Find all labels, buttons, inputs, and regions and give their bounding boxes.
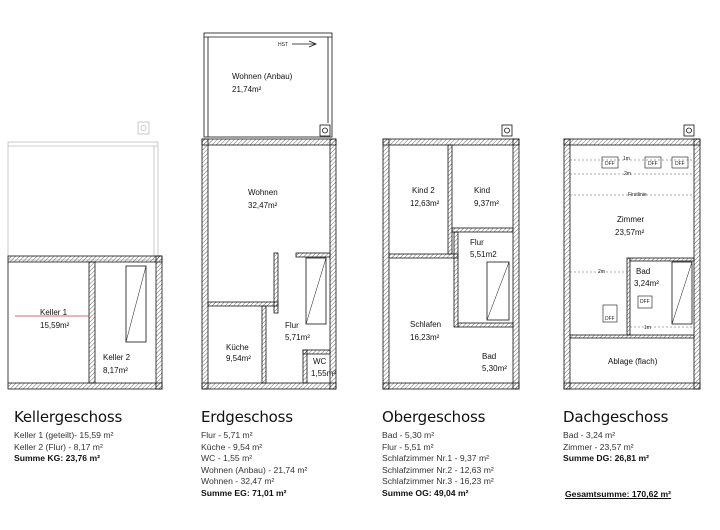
og-bad-area: 5,30m² <box>482 364 507 373</box>
dg-line: Zimmer - 23,57 m² <box>563 441 634 452</box>
kind2-area: 12,63m² <box>410 199 440 208</box>
ablage-label: Ablage (flach) <box>608 357 658 366</box>
schlafen-area: 16,23m² <box>410 333 440 342</box>
eg-flur-area: 5,71m² <box>285 333 310 342</box>
og-line: Schlafzimmer Nr.3 - 16,23 m² <box>382 476 494 487</box>
og-total: Summe OG: 49,04 m² <box>382 487 469 498</box>
dim-1m-top: 1m <box>623 156 630 162</box>
summary-obergeschoss <box>382 408 552 500</box>
eg-title: Erdgeschoss <box>201 408 293 426</box>
summary-kellergeschoss <box>14 408 184 465</box>
plan-erdgeschoss <box>202 33 336 389</box>
dff-label-4: DFF <box>605 316 615 322</box>
eg-line: WC - 1,55 m² <box>201 453 253 464</box>
og-flur-area: 5,51m2 <box>470 250 497 259</box>
dff-label-1: DFF <box>605 161 615 167</box>
eg-line: Wohnen (Anbau) - 21,74 m² <box>201 464 308 475</box>
keller1-area: 15,59m² <box>40 321 70 330</box>
kg-total: Summe KG: 23,76 m² <box>14 453 100 464</box>
plan-obergeschoss <box>383 125 519 389</box>
kind-label: Kind <box>474 186 491 195</box>
kg-line: Keller 2 (Flur) - 8,17 m² <box>14 441 103 452</box>
keller1-label: Keller 1 <box>40 308 68 317</box>
schlafen-label: Schlafen <box>410 320 442 329</box>
kueche-label: Küche <box>226 343 249 352</box>
dff-label-5: DFF <box>640 299 650 305</box>
plan-dachgeschoss <box>564 125 700 389</box>
og-flur-label: Flur <box>470 238 484 247</box>
keller2-area: 8,17m² <box>103 366 128 375</box>
wohnen-label: Wohnen <box>248 188 278 197</box>
dg-title: Dachgeschoss <box>563 408 669 426</box>
eg-line: Flur - 5,71 m² <box>201 430 253 440</box>
dff-label-3: DFF <box>675 161 685 167</box>
kind-area: 9,37m² <box>474 199 499 208</box>
kueche-area: 9,54m² <box>226 354 251 363</box>
og-line: Flur - 5,51 m² <box>382 441 434 452</box>
zimmer-label: Zimmer <box>617 215 645 224</box>
dim-2m-top: 2m <box>624 171 631 177</box>
wohnen-area: 32,47m² <box>248 201 278 210</box>
dim-2m-left: 2m <box>598 269 605 275</box>
dff-label-2: DFF <box>648 161 658 167</box>
dg-total: Summe DG: 26,81 m² <box>563 453 649 464</box>
summary-erdgeschoss <box>201 408 371 500</box>
kg-line: Keller 1 (geteilt)- 15,59 m² <box>14 430 114 440</box>
dg-line: Bad - 3,24 m² <box>563 430 616 440</box>
zimmer-area: 23,57m² <box>615 228 645 237</box>
og-bad-label: Bad <box>482 352 497 361</box>
wc-area: 1,55m² <box>311 369 336 378</box>
anbau-area: 21,74m² <box>232 85 262 94</box>
og-title: Obergeschoss <box>382 408 486 426</box>
dg-bad-label: Bad <box>636 267 651 276</box>
anbau-label: Wohnen (Anbau) <box>232 72 293 81</box>
wc-label: WC <box>313 357 327 366</box>
grand-total: Gesamtsumme: 170,62 m² <box>565 489 672 499</box>
eg-line: Küche - 9,54 m² <box>201 441 263 452</box>
firstlinie-label: Firstlinie <box>628 192 647 198</box>
keller2-label: Keller 2 <box>103 353 131 362</box>
hst-label: HST <box>278 42 288 48</box>
og-line: Schlafzimmer Nr.2 - 12,63 m² <box>382 464 494 475</box>
kg-title: Kellergeschoss <box>14 408 123 426</box>
summary-dachgeschoss <box>563 408 713 465</box>
eg-flur-label: Flur <box>285 321 299 330</box>
dim-1m-bottom: 1m <box>644 325 651 331</box>
eg-line: Wohnen - 32,47 m² <box>201 476 275 487</box>
plan-kellergeschoss <box>8 122 162 389</box>
kind2-label: Kind 2 <box>412 186 435 195</box>
eg-total: Summe EG: 71,01 m² <box>201 487 287 498</box>
og-line: Schlafzimmer Nr.1 - 9,37 m² <box>382 453 489 464</box>
dg-bad-area: 3,24m² <box>634 279 659 288</box>
og-line: Bad - 5,30 m² <box>382 430 435 440</box>
